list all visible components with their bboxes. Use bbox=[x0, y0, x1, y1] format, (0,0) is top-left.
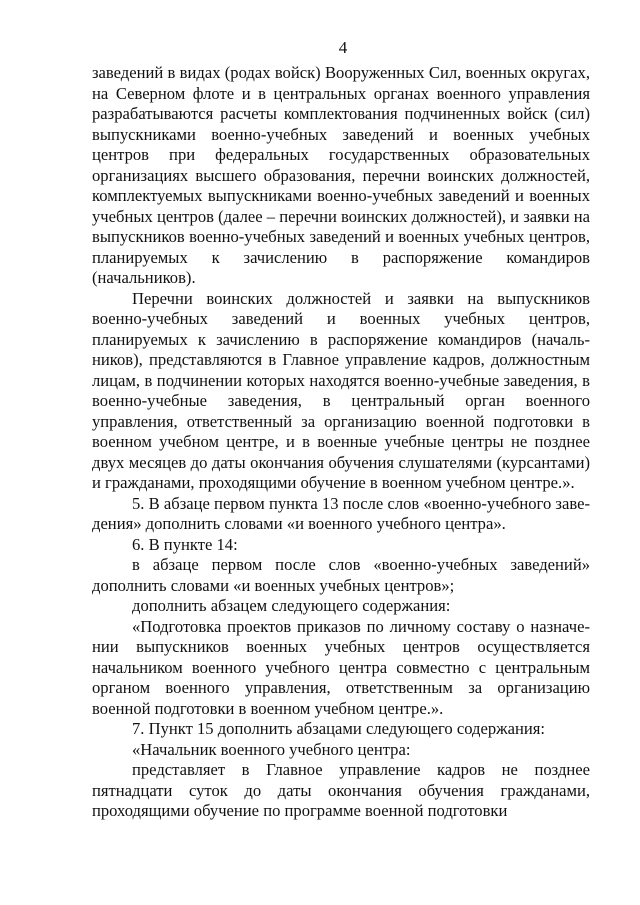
paragraph: в абзаце первом после слов «военно-учебных заведений» дополнить словами «и военных учебных центров»; bbox=[92, 555, 590, 595]
page-number: 4 bbox=[338, 38, 348, 57]
paragraph: «Начальник военного учебного центра: bbox=[132, 739, 411, 759]
paragraph: «Подготовка проектов приказов по личному составу о назначении выпускников военных учебных центров осуществляется начальником военного учебного центра совместно с центральным органом военного управления, ответственным за организацию военной подготовки в военном учебном центре.». bbox=[92, 616, 590, 718]
document-body bbox=[92, 63, 590, 822]
paragraph: 7. Пункт 15 дополнить абзацами следующего содержания: bbox=[132, 719, 545, 738]
paragraph: заведений в видах (родах войск) Вооруженных Сил, военных округах, на Северном флоте и в центральных органах военного управления разрабатываются расчеты комплектования подчиненных войск (сил) выпускниками военно-учебных заведений и военных учебных центров при федеральных государственных образовательных организациях высшего образования, перечни воинских должностей, комплектуемых выпускниками военно-учебных заведений и военных учебных центров (далее – перечни воинских должностей), и заявки на выпускников военно-учебных заведений и военных учебных центров, планируемых к зачислению в распоряжение командиров (начальников). bbox=[92, 63, 590, 287]
paragraph: 5. В абзаце первом пункта 13 после слов «военно-учебного заведения» дополнить словами «и военного учебного центра». bbox=[92, 493, 590, 533]
paragraph: представляет в Главное управление кадров не позднее пятнадцати суток до даты окончания обучения гражданами, проходящими обучение по программе военной подготовки bbox=[92, 760, 590, 820]
paragraph: 6. В пункте 14: bbox=[132, 534, 238, 554]
paragraph: Перечни воинских должностей и заявки на выпускников военно-учебных заведений и военных учебных центров, планируемых к зачислению в распоряжение командиров (начальников), представляются в Главное управление кадров, должностным лицам, в подчинении которых находятся военно-учебные заведения, в военно-учебные заведения, в центральный орган военного управления, ответственный за организацию военной подготовки в военном учебном центре, и в военные учебные центры не позднее двух месяцев до даты окончания обучения слушателями (курсантами) и гражданами, проходящими обучение в военном учебном центре.». bbox=[92, 288, 590, 492]
paragraph: дополнить абзацем следующего содержания: bbox=[132, 596, 451, 615]
